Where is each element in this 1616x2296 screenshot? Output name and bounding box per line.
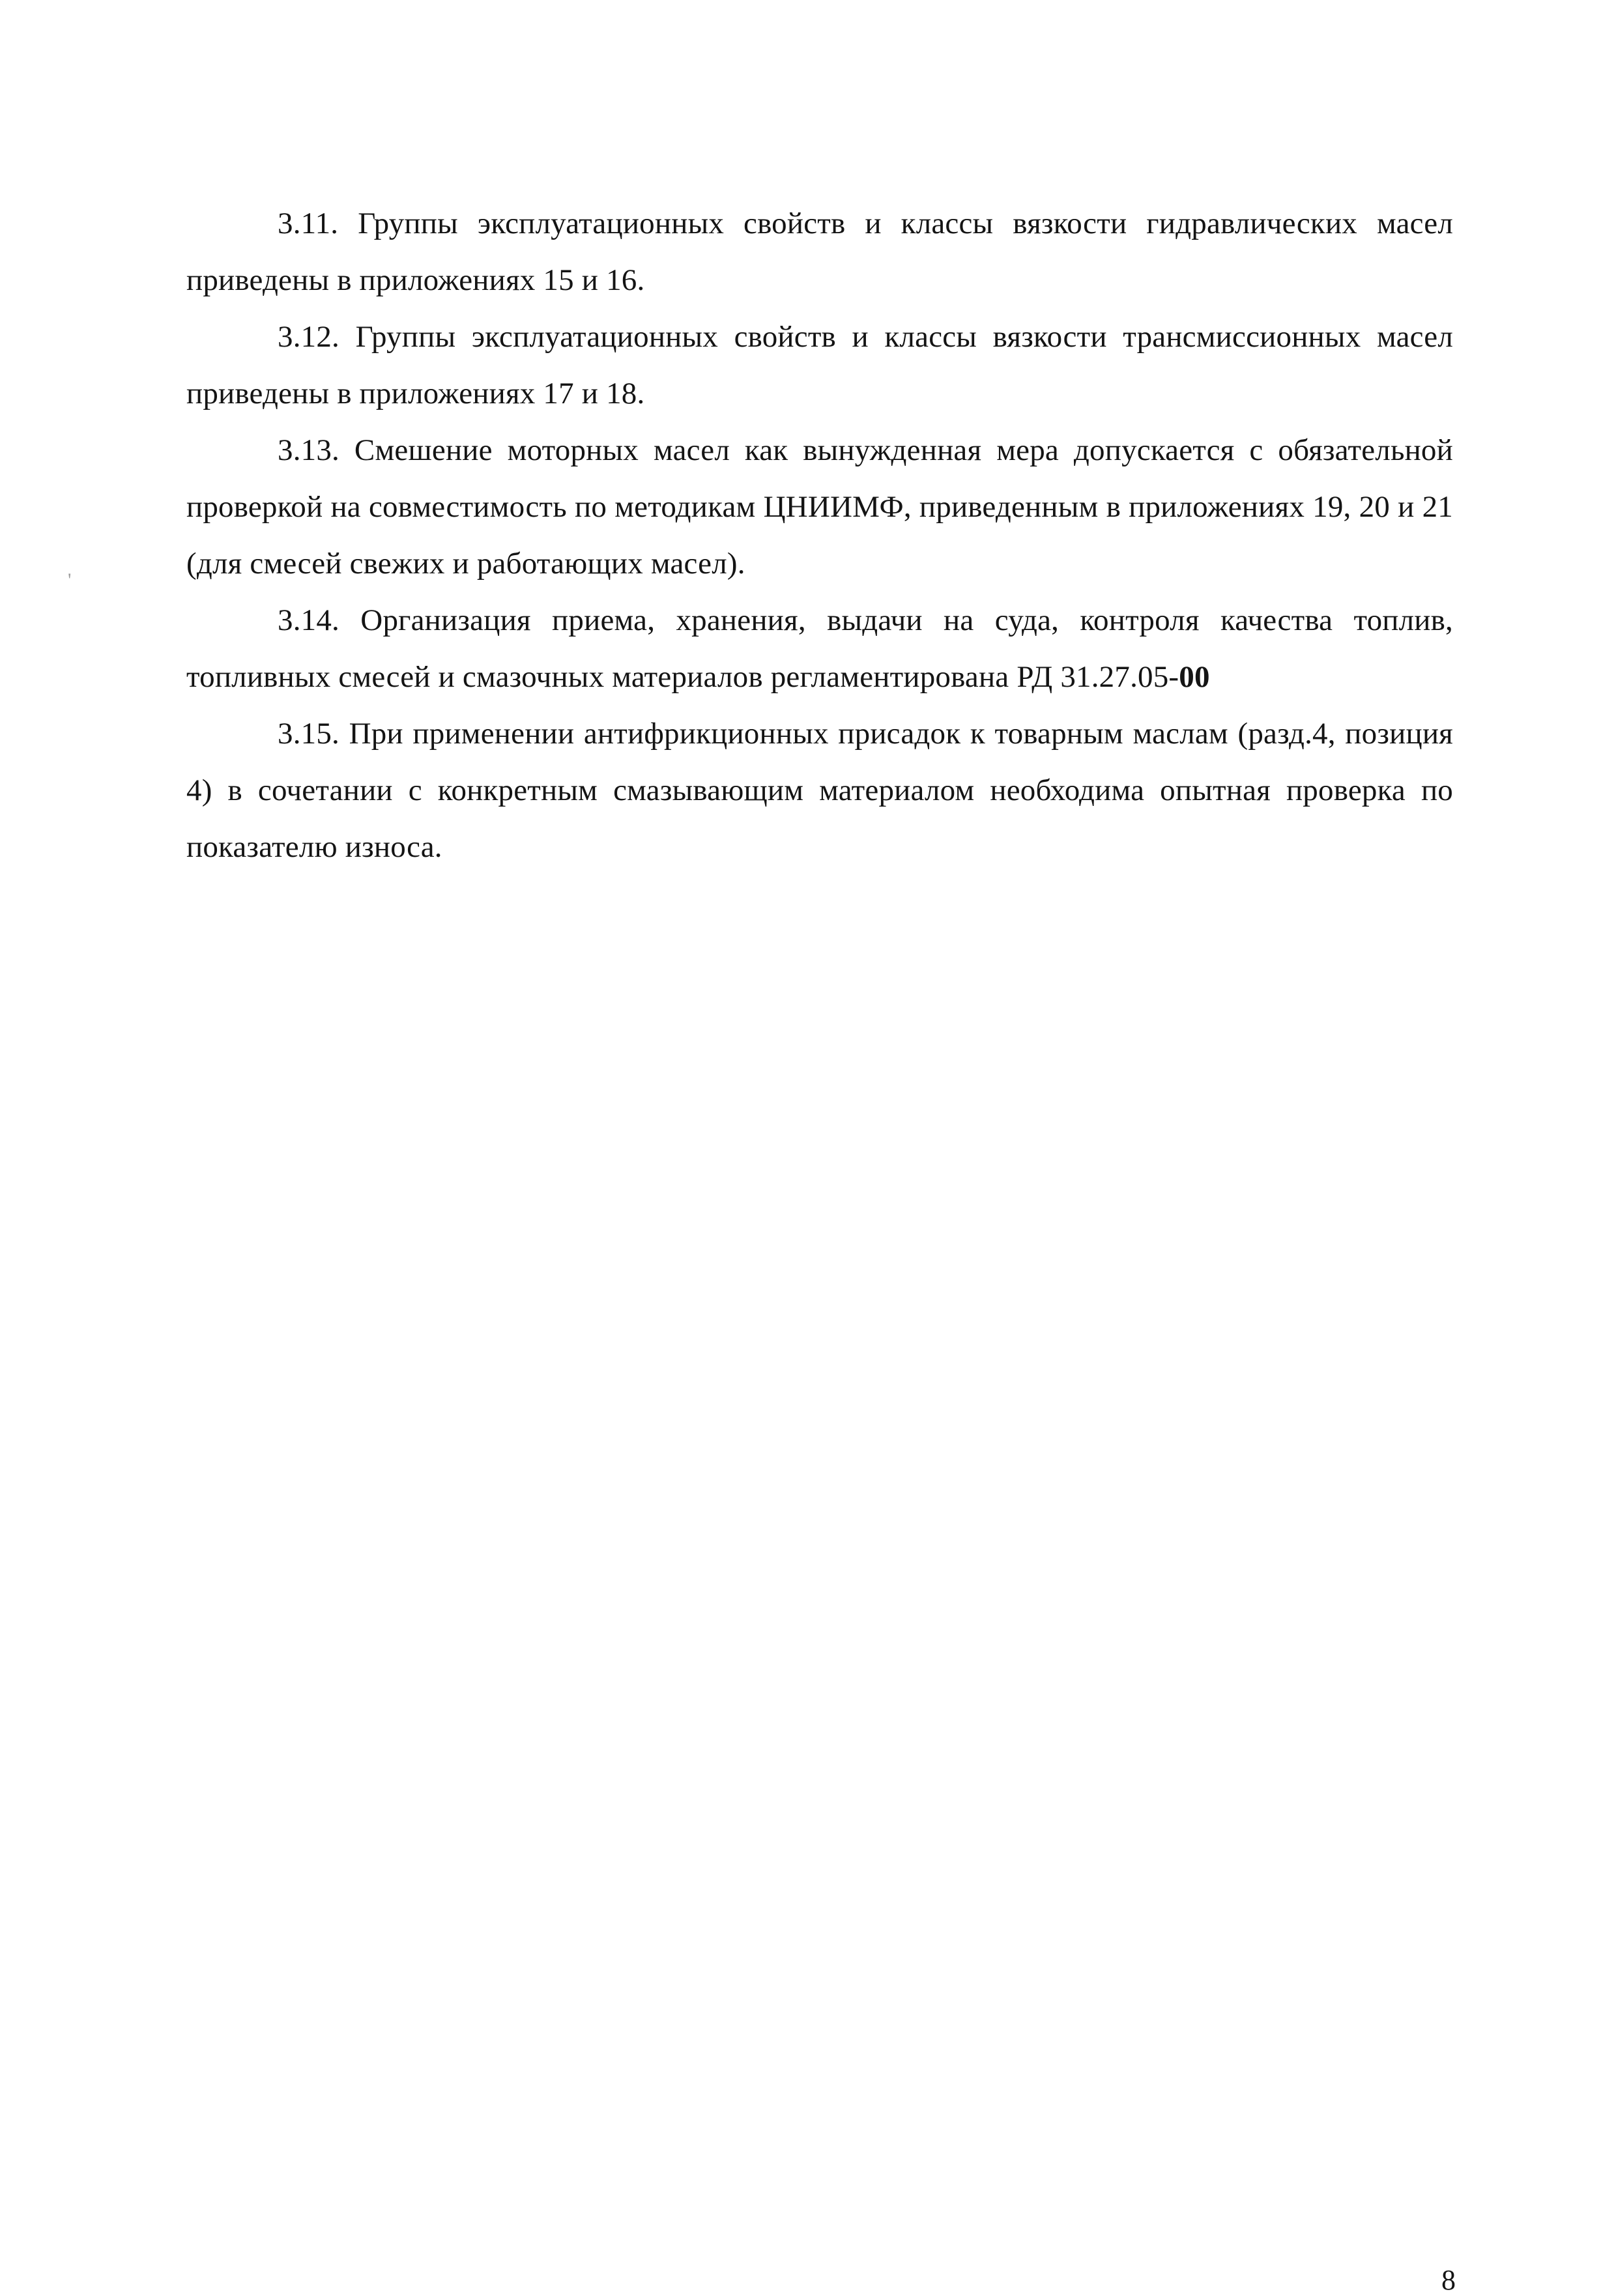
paragraph-3-11 xyxy=(186,195,1453,309)
paragraph-text: 3.12. Группы эксплуатационных свойств и классы вязкости трансмиссионных масел приведены в приложениях 17 и 18. xyxy=(186,320,1453,410)
paragraph-text: 3.13. Смешение моторных масел как вынужденная мера допускается с обязательной проверкой на совместимость по методикам ЦНИИМФ, приведенным в приложениях 19, 20 и 21 (для смесей свежих и работающих масел). xyxy=(186,433,1453,581)
paragraph-text: 3.15. При применении антифрикционных присадок к товарным маслам (разд.4, позиция 4) в сочетании с конкретным смазывающим материалом необходима опытная проверка по показателю износа. xyxy=(186,717,1453,864)
paragraph-text: 3.11. Группы эксплуатационных свойств и классы вязкости гидравлических масел приведены в приложениях 15 и 16. xyxy=(186,207,1453,297)
paragraph-3-14 xyxy=(186,592,1453,706)
paragraph-3-13 xyxy=(186,422,1453,592)
paragraph-3-12 xyxy=(186,309,1453,422)
document-body xyxy=(186,195,1453,876)
document-code-suffix: 00 xyxy=(1179,660,1210,694)
page-number: 8 xyxy=(1441,2264,1456,2296)
paragraph-text: 3.14. Организация приема, хранения, выдачи на суда, контроля качества топлив, топливных смесей и смазочных материалов регламентирована РД 31.27.05- xyxy=(186,603,1453,694)
paragraph-3-15 xyxy=(186,706,1453,876)
margin-mark: ' xyxy=(68,569,72,591)
